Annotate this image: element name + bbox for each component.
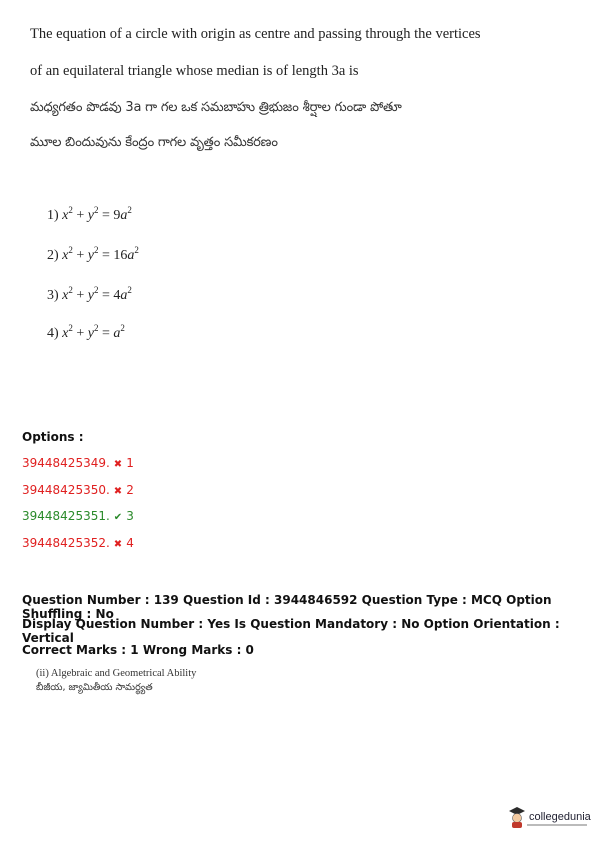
choice-rhs: 4 xyxy=(113,288,121,303)
options-label: Options : xyxy=(22,430,84,444)
option-id: 39448425350. xyxy=(22,483,110,497)
choice-var: a xyxy=(120,288,128,303)
option-row-1 xyxy=(22,456,134,470)
choice-rhs: 9 xyxy=(113,208,121,223)
section-title-english: (ii) Algebraic and Geometrical Ability xyxy=(36,668,197,679)
option-id: 39448425352. xyxy=(22,536,110,550)
option-value: 4 xyxy=(126,536,134,550)
question-line-1: The equation of a circle with origin as centre and passing through the vertices xyxy=(30,26,481,42)
choice-1: 1) $x^2 + y^2 = 9a^2$ xyxy=(47,205,132,223)
option-row-2 xyxy=(22,483,134,497)
choice-var: a xyxy=(113,326,121,341)
choice-3: 3) $x^2 + y^2 = 4a^2$ xyxy=(47,285,132,303)
option-value: 3 xyxy=(126,509,134,523)
choice-rhs: 16 xyxy=(113,248,128,263)
check-icon: ✔ xyxy=(113,512,123,523)
option-id: 39448425351. xyxy=(22,509,110,523)
section-title-telugu: బీజీయ, జ్యామితీయ సామర్థ్యత xyxy=(36,682,153,693)
meta-line-1: Question Number : 139 Question Id : 3944846592 Question Type : MCQ Option Shuffling : No xyxy=(22,593,552,621)
cross-icon: ✖ xyxy=(113,539,123,550)
logo-text: collegedunia xyxy=(529,811,591,823)
meta-line-3: Correct Marks : 1 Wrong Marks : 0 xyxy=(22,643,254,657)
question-telugu-line-2: మూల బిందువును కేంద్రం గాగల వృత్తం సమీకరణం xyxy=(30,135,278,150)
option-row-3 xyxy=(22,509,134,523)
question-telugu-line-1: మధ్యగతం పొడవు 3a గా గల ఒక సమబాహు త్రిభుజం శీర్షాల గుండా పోతూ xyxy=(30,100,402,115)
cross-icon: ✖ xyxy=(113,486,123,497)
option-id: 39448425349. xyxy=(22,456,110,470)
cross-icon: ✖ xyxy=(113,459,123,470)
question-line-2: of an equilateral triangle whose median is of length 3a is xyxy=(30,63,359,79)
choice-var: a xyxy=(127,248,135,263)
option-value: 1 xyxy=(126,456,134,470)
meta-line-2: Display Question Number : Yes Is Question Mandatory : No Option Orientation : Vertical xyxy=(22,617,560,645)
choice-4: 4) $x^2 + y^2 = a^2$ xyxy=(47,323,125,341)
choice-number: 1) xyxy=(47,208,59,223)
graduate-icon xyxy=(508,806,526,828)
choice-number: 2) xyxy=(47,248,59,263)
logo-tagline xyxy=(527,824,587,826)
option-value: 2 xyxy=(126,483,134,497)
choice-2: 2) $x^2 + y^2 = 16a^2$ xyxy=(47,245,139,263)
choice-number: 4) xyxy=(47,326,59,341)
choice-number: 3) xyxy=(47,288,59,303)
choice-var: a xyxy=(120,208,128,223)
option-row-4 xyxy=(22,536,134,550)
